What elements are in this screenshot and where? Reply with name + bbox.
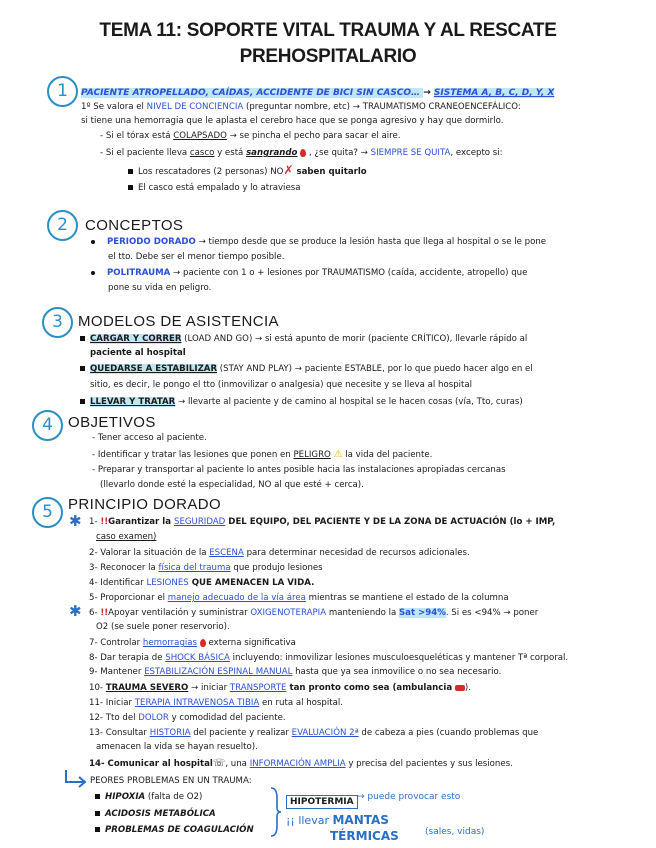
s5-item-12: 12- Tto del DOLOR y comodidad del paciente.: [89, 713, 286, 723]
s4-objective-3: - Preparar y transportar al paciente lo antes posible hacia las instalaciones apropiadas cercanas: [92, 465, 506, 475]
s3-heading: MODELOS DE ASISTENCIA: [78, 313, 279, 330]
s2-heading: CONCEPTOS: [85, 217, 184, 234]
s5-item-9: 9- Mantener ESTABILIZACIÓN ESPINAL MANUAL hasta que ya sea inmovilice o no sea necesario.: [89, 667, 502, 677]
s5-item-6: 6- !!Apoyar ventilación y suministrar OXIGENOTERAPIA manteniendo la Sat >94%. Si es <94% → poner: [89, 608, 539, 618]
s1-line-3: - Si el tórax está COLAPSADO → se pincha el pecho para sacar el aire.: [100, 131, 401, 141]
page-title-line-2: PREHOSPITALARIO: [239, 46, 417, 67]
note-llevar: ¡¡ llevar MANTAS: [286, 813, 389, 827]
s3-model-2: QUEDARSE A ESTABILIZAR (STAY AND PLAY) → paciente ESTABLE, por lo que puedo hacer algo en el: [80, 364, 533, 375]
s2-point-2-cont: pone su vida en peligro.: [108, 283, 212, 293]
s3-model-1: CARGAR Y CORRER (LOAD AND GO) → si está apunto de morir (paciente CRÍTICO), llevarle rápido al: [80, 334, 527, 345]
s4-objective-1: - Tener acceso al paciente.: [92, 433, 207, 443]
phone-icon: ☏: [212, 758, 226, 769]
section-number-5: 5: [32, 497, 63, 528]
s2-point-2: POLITRAUMA → paciente con 1 o + lesiones por TRAUMATISMO (caída, accidente, atropello) que: [91, 268, 527, 279]
s3-model-2-cont: sitio, es decir, le pongo el tto (inmovilizar o analgesia) que necesite y se lleva al hospital: [90, 380, 473, 390]
star-pen-icon: ✱: [69, 512, 82, 530]
hipotermia-box: HIPOTERMIA: [286, 795, 358, 809]
problem-3: PROBLEMAS DE COAGULACIÓN: [95, 825, 254, 836]
s2-point-1: PERIODO DORADO → tiempo desde que se produce la lesión hasta que llega al hospital o se le pone: [91, 237, 546, 248]
s4-objective-3-cont: (llevarlo donde esté la especialidad, NO al que esté + cerca).: [100, 480, 364, 490]
problem-1: HIPOXIA (falta de O2): [95, 792, 202, 803]
page-title-line-1: TEMA 11: SOPORTE VITAL TRAUMA Y AL RESCATE: [99, 20, 557, 41]
s5-item-7: 7- Controlar hemorragias externa significativa: [89, 638, 296, 648]
s1-heading: PACIENTE ATROPELLADO, CAÍDAS, ACCIDENTE DE BICI SIN CASCO… → SISTEMA A, B, C, D, Y, X: [81, 88, 555, 98]
s1-line-1: 1º Se valora el NIVEL DE CONCIENCIA (preguntar nombre, etc) → TRAUMATISMO CRANEOENCEFÁLICO:: [81, 102, 521, 112]
s5-heading: PRINCIPIO DORADO: [68, 496, 222, 513]
note-provoca: → puede provocar esto: [357, 792, 461, 802]
s2-point-1-cont: el tto. Debe ser el menor tiempo posible.: [108, 252, 285, 262]
s3-model-3: LLEVAR Y TRATAR → llevarte al paciente y de camino al hospital se le hacen cosas (vía, Tto, curas): [80, 397, 523, 408]
blood-drop-icon: [300, 149, 306, 157]
s4-objective-2: - Identificar y tratar las lesiones que ponen en PELIGRO ⚠ la vida del paciente.: [92, 449, 433, 460]
note-termicas: TÉRMICAS: [330, 829, 399, 843]
section-number-2: 2: [47, 210, 78, 241]
s5-item-13: 13- Consultar HISTORIA del paciente y realizar EVALUACIÓN 2ª de cabeza a pies (cuando problemas que: [89, 728, 539, 738]
s1-line-6: El casco está empalado y lo atraviesa: [128, 183, 300, 194]
s5-item-1: 1- !!Garantizar la SEGURIDAD DEL EQUIPO, DEL PACIENTE Y DE LA ZONA DE ACTUACIÓN (lo + IMP,: [89, 517, 556, 527]
problem-2: ACIDOSIS METABÓLICA: [95, 809, 216, 820]
s5-item-6-cont: O2 (se suele poner reservorio).: [96, 622, 230, 632]
note-sales-vidas: (sales, vidas): [425, 827, 485, 837]
cross-icon: ✗: [283, 163, 294, 177]
s5-item-13-cont: amenacen la vida se hayan resuelto).: [96, 742, 258, 752]
worst-problems-heading: PEORES PROBLEMAS EN UN TRAUMA:: [90, 776, 252, 786]
s5-item-4: 4- Identificar LESIONES QUE AMENACEN LA VIDA.: [89, 578, 315, 588]
s1-line-4: - Si el paciente lleva casco y está sangrando , ¿se quita? → SIEMPRE SE QUITA, excepto si:: [100, 148, 503, 158]
s4-heading: OBJETIVOS: [68, 414, 156, 431]
s1-line-5: Los rescatadores (2 personas) NO✗ saben quitarlo: [128, 165, 367, 178]
star-pen-icon-2: ✱: [69, 602, 82, 620]
s5-item-11: 11- Iniciar TERAPIA INTRAVENOSA TIBIA en ruta al hospital.: [89, 698, 343, 708]
s5-item-1-cont: caso examen): [96, 532, 157, 542]
s5-item-14: 14- Comunicar al hospital☏, una INFORMACIÓN AMPLIA y precisa del pacientes y sus lesiones.: [89, 758, 513, 769]
section-number-1: 1: [47, 76, 78, 107]
hand-arrow-icon: [62, 768, 90, 790]
s5-item-3: 3- Reconocer la física del trauma que produjo lesiones: [89, 563, 323, 573]
s5-item-10: 10- TRAUMA SEVERO → iniciar TRANSPORTE tan pronto como sea (ambulancia ).: [89, 683, 471, 693]
section-number-4: 4: [32, 410, 63, 441]
s5-item-8: 8- Dar terapia de SHOCK BÁSICA incluyendo: inmovilizar lesiones musculoesqueléticas y mantener Tª corporal.: [89, 653, 569, 663]
s3-model-1-cont: paciente al hospital: [90, 348, 186, 358]
s5-item-2: 2- Valorar la situación de la ESCENA para determinar necesidad de recursos adicionales.: [89, 548, 470, 558]
brace-icon: [268, 786, 282, 838]
warning-icon: ⚠: [333, 449, 343, 460]
s5-item-5: 5- Proporcionar el manejo adecuado de la vía área mientras se mantiene el estado de la columna: [89, 593, 509, 603]
section-number-3: 3: [42, 307, 73, 338]
ambulance-icon: [455, 685, 465, 691]
blood-drop-icon-2: [200, 639, 206, 647]
s1-line-2: si tiene una hemorragia que le aplasta el cerebro hace que se ponga agresivo y hay que dormirlo.: [81, 116, 504, 126]
